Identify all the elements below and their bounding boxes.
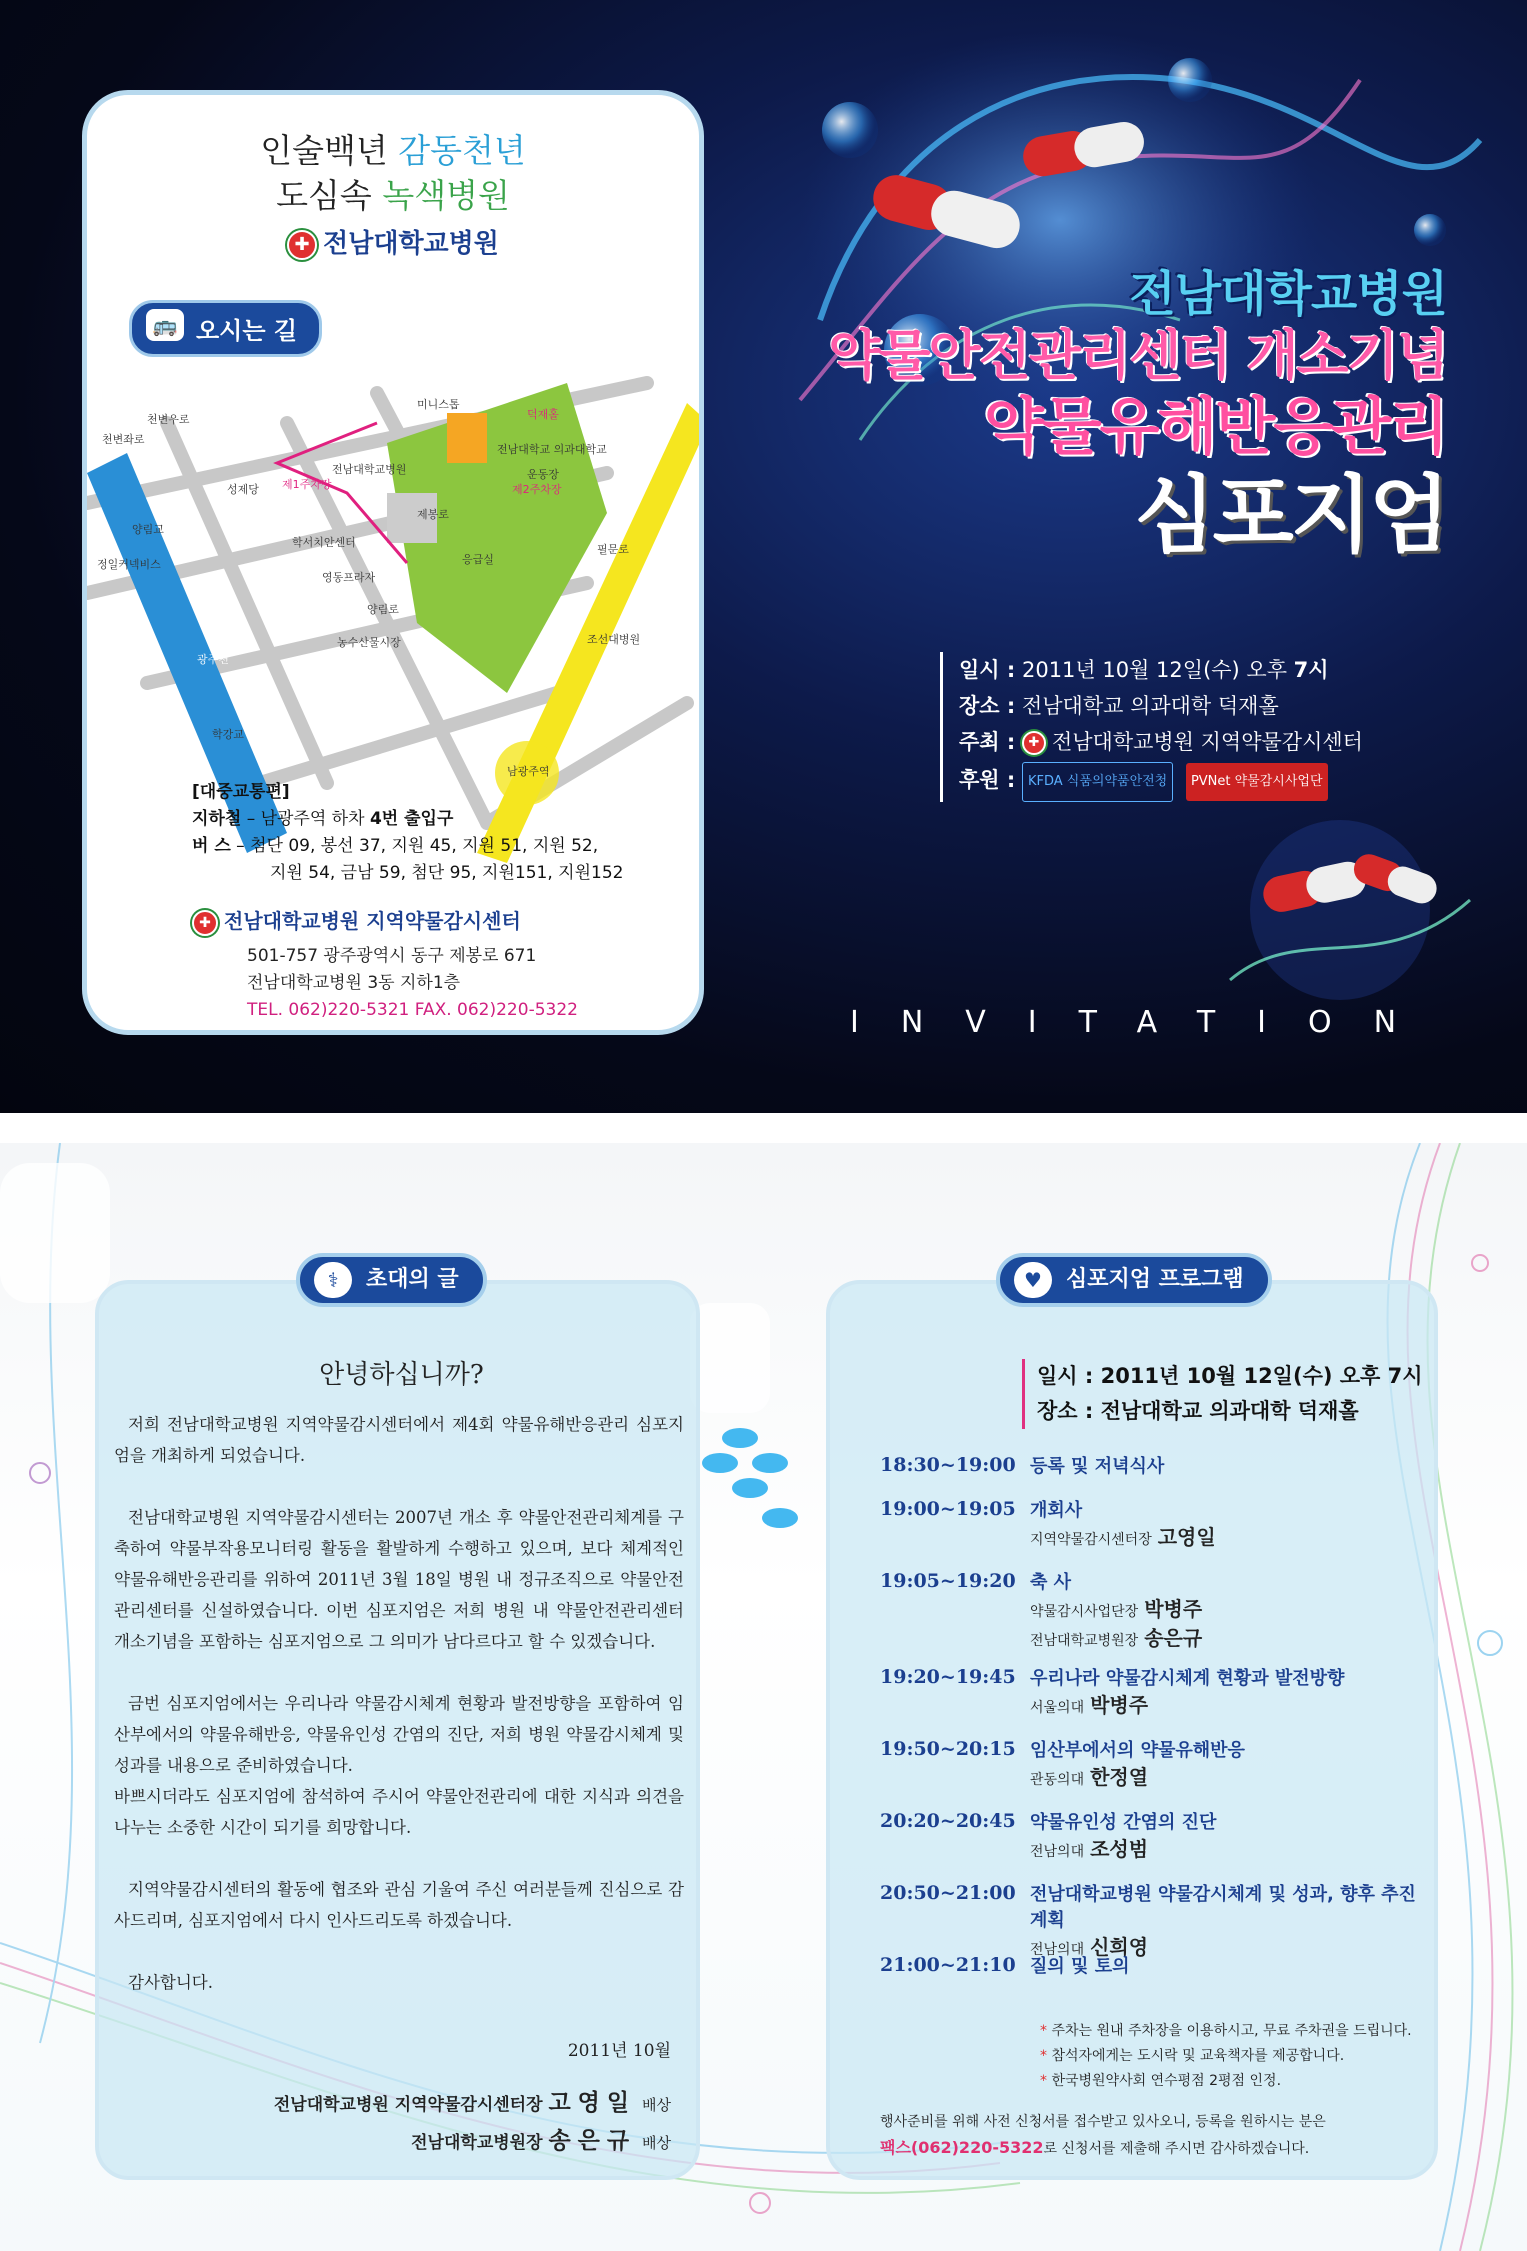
map-label-river: 광주천: [197, 653, 229, 666]
center-address: 501-757 광주광역시 동구 제봉로 671 전남대학교병원 3동 지하1층 TEL. 062)220-5321 FAX. 062)220-5322: [247, 943, 578, 1024]
bus-line-1: 버 스 – 첨단 09, 봉선 37, 지원 45, 지원 51, 지원 52,: [192, 836, 599, 856]
note-item: * 한국병원약사회 연수평점 2평점 인정.: [1040, 2073, 1282, 2089]
map-label-road2: 천변우로: [147, 413, 190, 426]
map-label-bridge1: 양림교: [132, 523, 164, 536]
letter-paragraph: 지역약물감시센터의 활동에 협조와 관심 기울여 주신 여러분들께 진심으로 감사드리며, 심포지엄에서 다시 인사드리도록 하겠습니다.: [114, 1880, 684, 1930]
title-symposium: 심포지엄: [1134, 466, 1447, 564]
letter-paragraph: 금번 심포지엄에서는 우리나라 약물감시체계 현황과 발전방향을 포함하여 임산부에서의 약물유해반응, 약물유인성 간염의 진단, 저희 병원 약물감시체계 및 성과를 내용으로 준비하였습니다.: [114, 1694, 684, 1775]
heart-stethoscope-icon: ♥: [1014, 1262, 1052, 1298]
map-label-parking2: 제2주차장: [512, 483, 562, 496]
program-schedule: [880, 1454, 1430, 1998]
inner-panel: [0, 1143, 1527, 2251]
contact-numbers: TEL. 062)220-5321 FAX. 062)220-5322: [247, 1000, 578, 1020]
map-label-gym: 운동장: [527, 468, 559, 481]
program-notes: [1040, 2019, 1412, 2094]
letter-paragraph: 전남대학교병원 지역약물감시센터는 2007년 개소 후 약물안전관리체계를 구축하여 약물부작용모니터링 활동을 활발하게 수행하고 있으며, 보다 체계적인 약물유해반응관리를 위하여 2011년 3월 18일 병원 내 정규조직으로 약물안전관리센터를 신설하였습니다. 이번 심포지엄은 저희 병원 내 약물안전관리센터 개소기념을 포함하는 심포지엄으로 그 의미가 남다르다고 할 수 있겠습니다.: [114, 1508, 684, 1651]
title-center-opening: 약물안전관리센터 개소기념: [828, 324, 1447, 387]
event-host: 주최 : ✚ 전남대학교병원 지역약물감시센터: [959, 730, 1363, 754]
letter-paragraph: 바쁘시더라도 심포지엄에 참석하여 주시어 약물안전관리에 대한 지식과 의견을 나누는 소중한 시간이 되기를 희망합니다.: [114, 1787, 684, 1837]
map-label-office: 정일커넥비스: [97, 558, 161, 571]
letter-date: 2011년 10월: [567, 2041, 671, 2061]
bus-icon: 🚌: [146, 309, 184, 341]
fold-gap: [0, 1113, 1527, 1143]
map-label-station: 남광주역: [507, 765, 550, 778]
map-label-bridge2: 학강교: [212, 728, 244, 741]
schedule-row: 20:20~20:45 약물유인성 간염의 진단 전남의대 조성범: [880, 1810, 1217, 1861]
invitation-badge: ⚕ 초대의 글: [296, 1253, 487, 1307]
schedule-row: 18:30~19:00 등록 및 저녁식사: [880, 1454, 1165, 1477]
letter-paragraph: 감사합니다.: [128, 1973, 213, 1992]
map-label-ministop: 미니스톱: [417, 398, 460, 411]
kfda-logo: KFDA 식품의약품안전청: [1022, 762, 1173, 802]
hospital-emblem-icon: ✚: [287, 230, 317, 260]
medical-icon: ⚕: [314, 1262, 352, 1298]
letter-paragraph: 저희 전남대학교병원 지역약물감시센터에서 제4회 약물유해반응관리 심포지엄을 개최하게 되었습니다.: [114, 1415, 684, 1465]
invitation-letter-panel: [95, 1280, 700, 2180]
map-label-parking1: 제1주차장: [282, 478, 332, 491]
event-date: 일시 : 2011년 10월 12일(수) 오후 7시: [959, 658, 1329, 682]
schedule-row: 19:20~19:45 우리나라 약물감시체계 현황과 발전방향 서울의대 박병주: [880, 1666, 1345, 1717]
schedule-row: 19:50~20:15 임산부에서의 약물유해반응 관동의대 한정열: [880, 1738, 1245, 1789]
hospital-emblem-icon: ✚: [192, 910, 218, 936]
program-panel: [826, 1280, 1438, 2180]
schedule-row: 19:00~19:05 개회사 지역약물감시센터장 고영일: [880, 1498, 1216, 1549]
map-label-chosun: 조선대병원: [587, 633, 641, 646]
note-item: * 주차는 원내 주차장을 이용하시고, 무료 주차권을 드립니다.: [1040, 2023, 1412, 2039]
map-label-road4: 필문로: [597, 543, 629, 556]
bus-line-2: 지원 54, 금남 59, 첨단 95, 지원151, 지원152: [270, 863, 624, 883]
directions-badge: 🚌 오시는 길: [129, 300, 322, 357]
schedule-row: 20:50~21:00 전남대학교병원 약물감시체계 및 성과, 향후 추진계획 전남의대 신희영: [880, 1882, 1416, 1959]
schedule-row: 19:05~19:20 축 사 약물감시사업단장 박병주 전남대학교병원장 송은규: [880, 1570, 1203, 1650]
map-label-academy: 학서치안센터: [292, 536, 356, 549]
map-label-road1: 천변좌로: [102, 433, 145, 446]
slogan-line-1: 인술백년 감동천년: [260, 131, 526, 170]
directions-card: [82, 90, 704, 1035]
map-label-hospital: 전남대학교병원: [332, 463, 407, 476]
greeting: 안녕하십니까?: [319, 1360, 484, 1390]
event-sponsor: 후원 : KFDA 식품의약품안전청 PVNet 약물감시사업단: [959, 760, 1363, 802]
invitation-caption: INVITATION: [850, 1005, 1439, 1040]
signature-hospital-director: 전남대학교병원장 송은규 배상: [411, 2127, 671, 2154]
registration-info: 행사준비를 위해 사전 신청서를 접수받고 있사오니, 등록을 원하시는 분은 팩스(062)220-5322로 신청서를 제출해 주시면 감사하겠습니다.: [880, 2114, 1326, 2157]
transit-info: [192, 779, 623, 887]
program-info: [1022, 1359, 1423, 1429]
program-place: 장소 : 전남대학교 의과대학 덕재홀: [1037, 1399, 1359, 1423]
pvnet-logo: PVNet 약물감시사업단: [1186, 763, 1328, 801]
map-label-seongje: 성제당: [227, 483, 259, 496]
map-label-dental-hall: 덕재홀: [527, 408, 559, 421]
schedule-row: 21:00~21:10 질의 및 토의: [880, 1954, 1130, 1977]
map-label-road5: 양림로: [367, 603, 399, 616]
map-label-road3: 제봉로: [417, 508, 449, 521]
hospital-emblem-icon: ✚: [1022, 731, 1046, 755]
signature-center-director: 전남대학교병원 지역약물감시센터장 고영일 배상: [273, 2089, 671, 2116]
map-label-market: 농수산물시장: [337, 636, 401, 649]
cover-panel: [0, 0, 1527, 1113]
hospital-logo: ✚ 전남대학교병원: [87, 223, 699, 260]
map-label-medcollege: 전남대학교 의과대학교: [497, 443, 607, 456]
map-label-er: 응급실: [462, 553, 494, 566]
center-name: ✚ 전남대학교병원 지역약물감시센터: [192, 905, 521, 936]
program-badge: ♥ 심포지엄 프로그램: [996, 1253, 1272, 1307]
event-place: 장소 : 전남대학교 의과대학 덕재홀: [959, 694, 1279, 718]
event-info: [940, 652, 1363, 802]
letter-body: [114, 1409, 684, 2029]
map-label-plaza: 영동프라자: [322, 571, 376, 584]
subway-line: 지하철 – 남광주역 하차 4번 출입구: [192, 809, 454, 829]
program-date: 일시 : 2011년 10월 12일(수) 오후 7시: [1037, 1364, 1423, 1388]
note-item: * 참석자에게는 도시락 및 교육책자를 제공합니다.: [1040, 2048, 1345, 2064]
transit-header: [대중교통편]: [192, 782, 290, 802]
fax-number: 팩스(062)220-5322: [880, 2138, 1044, 2157]
title-adr-management: 약물유해반응관리: [983, 390, 1447, 463]
decorative-capsules-bottom: [1220, 800, 1480, 1020]
title-hospital: 전남대학교병원: [1129, 266, 1447, 322]
slogan-line-2: 도심속 녹색병원: [276, 176, 510, 215]
